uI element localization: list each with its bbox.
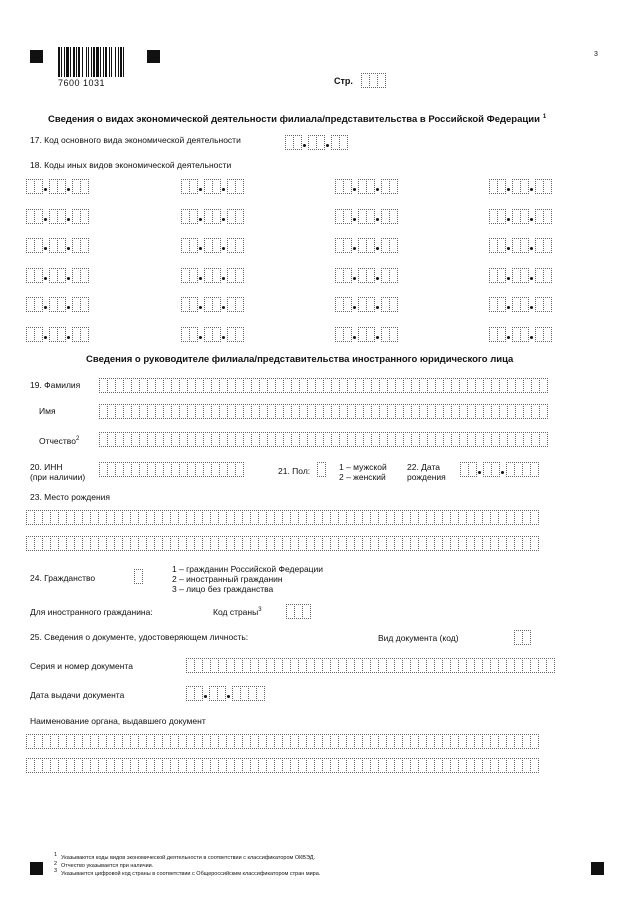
separator-dot bbox=[505, 238, 512, 253]
okved-code-cells[interactable] bbox=[489, 268, 551, 283]
citizenship-option-3: 3 – лицо без гражданства bbox=[172, 584, 274, 594]
doc-date-cells[interactable] bbox=[186, 686, 264, 701]
okved-code-cells[interactable] bbox=[181, 179, 243, 194]
separator-dot bbox=[65, 179, 72, 194]
birth-place-cells-row1[interactable] bbox=[26, 510, 538, 525]
section-head-title: Сведения о руководителе филиала/представительства иностранного юридического лица bbox=[86, 354, 514, 365]
separator-dot bbox=[374, 268, 381, 283]
okved-code-cells[interactable] bbox=[181, 297, 243, 312]
separator-dot bbox=[505, 179, 512, 194]
footnote-1: Указываются коды видов экономической деятельности в соответствии с классификатором ОКВЭД. bbox=[61, 855, 315, 861]
input-cell[interactable] bbox=[80, 327, 89, 342]
okved-code-cells[interactable] bbox=[181, 327, 243, 342]
separator-dot bbox=[42, 297, 49, 312]
footnote-2-number: 2 bbox=[54, 861, 58, 867]
foreign-citizen-label: Для иностранного гражданина: bbox=[30, 607, 153, 617]
okved-code-cells[interactable] bbox=[26, 297, 88, 312]
citizenship-option-1: 1 – гражданин Российской Федерации bbox=[172, 564, 324, 574]
page-label: Стр. bbox=[334, 76, 353, 86]
field-18-label: 18. Коды иных видов экономической деятельности bbox=[30, 160, 232, 170]
input-cell[interactable] bbox=[539, 404, 548, 419]
input-cell[interactable] bbox=[539, 378, 548, 393]
separator-dot bbox=[505, 268, 512, 283]
inn-label: 20. ИНН bbox=[30, 462, 63, 472]
separator-dot bbox=[65, 238, 72, 253]
separator-dot bbox=[528, 297, 535, 312]
separator-dot bbox=[42, 238, 49, 253]
input-cell[interactable] bbox=[543, 268, 552, 283]
corner-marker-top-left bbox=[30, 50, 43, 63]
separator-dot bbox=[65, 297, 72, 312]
input-cell[interactable] bbox=[389, 238, 398, 253]
separator-dot bbox=[528, 209, 535, 224]
separator-dot bbox=[197, 179, 204, 194]
okved-code-cells[interactable] bbox=[181, 238, 243, 253]
okved-code-cells[interactable] bbox=[26, 268, 88, 283]
surname-cells[interactable] bbox=[99, 378, 547, 393]
field-17-label: 17. Код основного вида экономической деятельности bbox=[30, 135, 241, 145]
okved-code-cells[interactable] bbox=[489, 297, 551, 312]
footnote-3: Указывается цифровой код страны в соответствии с Общероссийским классификатором стран мира. bbox=[61, 871, 321, 877]
input-cell[interactable] bbox=[530, 510, 539, 525]
citizenship-label: 24. Гражданство bbox=[30, 573, 96, 583]
separator-dot bbox=[65, 268, 72, 283]
input-cell[interactable] bbox=[546, 658, 555, 673]
okved-code-cells[interactable] bbox=[335, 179, 397, 194]
separator-dot bbox=[351, 297, 358, 312]
input-cell[interactable] bbox=[235, 462, 244, 477]
input-cell[interactable] bbox=[543, 179, 552, 194]
separator-dot bbox=[225, 686, 232, 701]
input-cell[interactable] bbox=[235, 209, 244, 224]
separator-dot bbox=[374, 297, 381, 312]
separator-dot bbox=[505, 209, 512, 224]
input-cell[interactable] bbox=[80, 268, 89, 283]
input-cell[interactable] bbox=[543, 238, 552, 253]
separator-dot bbox=[528, 327, 535, 342]
okved-code-cells[interactable] bbox=[335, 209, 397, 224]
okved-code-cells[interactable] bbox=[335, 297, 397, 312]
surname-label: 19. Фамилия bbox=[30, 380, 81, 390]
separator-dot bbox=[374, 179, 381, 194]
separator-dot bbox=[505, 327, 512, 342]
input-cell[interactable] bbox=[235, 327, 244, 342]
okved-code-cells[interactable] bbox=[335, 268, 397, 283]
inn-cells[interactable] bbox=[99, 462, 243, 477]
country-code-label: Код страны$^3$ bbox=[213, 606, 262, 617]
patronymic-cells[interactable] bbox=[99, 432, 547, 447]
inn-label-note: (при наличии) bbox=[30, 472, 86, 482]
okved-code-cells[interactable] bbox=[489, 179, 551, 194]
separator-dot bbox=[351, 238, 358, 253]
identity-doc-label: 25. Сведения о документе, удостоверяющем личность: bbox=[30, 632, 249, 642]
citizenship-cell[interactable] bbox=[134, 569, 142, 584]
footnote-3-number: 3 bbox=[54, 868, 58, 874]
okved-code-cells[interactable] bbox=[26, 179, 88, 194]
citizenship-option-2: 2 – иностранный гражданин bbox=[172, 574, 283, 584]
footnote-1-number: 1 bbox=[54, 852, 58, 858]
birth-date-label-2: рождения bbox=[407, 472, 446, 482]
input-cell[interactable] bbox=[530, 734, 539, 749]
gender-label: 21. Пол: bbox=[278, 466, 311, 476]
page-number-corner: 3 bbox=[594, 51, 598, 58]
separator-dot bbox=[374, 327, 381, 342]
footnote-2: Отчество указывается при наличии. bbox=[61, 863, 154, 869]
input-cell[interactable] bbox=[256, 686, 265, 701]
input-cell[interactable] bbox=[389, 297, 398, 312]
okved-code-cells[interactable] bbox=[26, 238, 88, 253]
doc-authority-cells-row2[interactable] bbox=[26, 758, 538, 773]
separator-dot bbox=[374, 209, 381, 224]
input-cell[interactable] bbox=[80, 297, 89, 312]
separator-dot bbox=[220, 238, 227, 253]
barcode bbox=[58, 47, 150, 77]
input-cell[interactable] bbox=[389, 268, 398, 283]
okved-code-cells[interactable] bbox=[489, 327, 551, 342]
separator-dot bbox=[528, 179, 535, 194]
separator-dot bbox=[42, 327, 49, 342]
input-cell[interactable] bbox=[80, 238, 89, 253]
input-cell[interactable] bbox=[389, 327, 398, 342]
okved-code-cells[interactable] bbox=[181, 268, 243, 283]
input-cell[interactable] bbox=[543, 297, 552, 312]
input-cell[interactable] bbox=[530, 536, 539, 551]
separator-dot bbox=[351, 179, 358, 194]
separator-dot bbox=[220, 268, 227, 283]
birth-place-label: 23. Место рождения bbox=[30, 492, 110, 502]
okved-code-cells[interactable] bbox=[335, 238, 397, 253]
doc-type-label: Вид документа (код) bbox=[378, 633, 459, 643]
input-cell[interactable] bbox=[539, 432, 548, 447]
separator-dot bbox=[65, 209, 72, 224]
separator-dot bbox=[42, 268, 49, 283]
country-code-cells[interactable] bbox=[286, 604, 310, 619]
separator-dot bbox=[324, 135, 331, 150]
corner-marker-bottom-left bbox=[30, 862, 43, 875]
separator-dot bbox=[351, 327, 358, 342]
separator-dot bbox=[197, 327, 204, 342]
separator-dot bbox=[374, 238, 381, 253]
input-cell[interactable] bbox=[235, 179, 244, 194]
okved-code-cells[interactable] bbox=[26, 327, 88, 342]
doc-series-cells[interactable] bbox=[186, 658, 554, 673]
gender-option-male: 1 – мужской bbox=[339, 462, 387, 472]
gender-option-female: 2 – женский bbox=[339, 472, 386, 482]
doc-authority-cells-row1[interactable] bbox=[26, 734, 538, 749]
input-cell[interactable] bbox=[235, 297, 244, 312]
main-okved-code-cells[interactable] bbox=[285, 135, 347, 150]
separator-dot bbox=[220, 297, 227, 312]
section-okved-title: Сведения о видах экономической деятельности филиала/представительства в Российской Федерации $^1$ bbox=[48, 114, 547, 126]
doc-authority-label: Наименование органа, выдавшего документ bbox=[30, 716, 206, 726]
input-cell[interactable] bbox=[302, 604, 311, 619]
gender-cell[interactable] bbox=[317, 462, 325, 477]
input-cell[interactable] bbox=[235, 268, 244, 283]
separator-dot bbox=[202, 686, 209, 701]
separator-dot bbox=[499, 462, 506, 477]
separator-dot bbox=[197, 268, 204, 283]
separator-dot bbox=[42, 179, 49, 194]
input-cell[interactable] bbox=[522, 630, 531, 645]
input-cell[interactable] bbox=[80, 209, 89, 224]
input-cell[interactable] bbox=[530, 758, 539, 773]
barcode-gap bbox=[124, 47, 126, 77]
separator-dot bbox=[351, 268, 358, 283]
birth-place-cells-row2[interactable] bbox=[26, 536, 538, 551]
input-cell[interactable] bbox=[317, 462, 326, 477]
okved-code-cells[interactable] bbox=[489, 209, 551, 224]
separator-dot bbox=[301, 135, 308, 150]
input-cell[interactable] bbox=[389, 179, 398, 194]
separator-dot bbox=[220, 209, 227, 224]
separator-dot bbox=[197, 297, 204, 312]
separator-dot bbox=[65, 327, 72, 342]
input-cell[interactable] bbox=[543, 327, 552, 342]
okved-code-cells[interactable] bbox=[489, 238, 551, 253]
separator-dot bbox=[197, 209, 204, 224]
separator-dot bbox=[476, 462, 483, 477]
name-label: Имя bbox=[39, 406, 56, 416]
separator-dot bbox=[528, 268, 535, 283]
separator-dot bbox=[220, 327, 227, 342]
name-cells[interactable] bbox=[99, 404, 547, 419]
okved-code-cells[interactable] bbox=[26, 209, 88, 224]
birth-date-cells[interactable] bbox=[460, 462, 538, 477]
separator-dot bbox=[42, 209, 49, 224]
input-cell[interactable] bbox=[80, 179, 89, 194]
doc-date-label: Дата выдачи документа bbox=[30, 690, 125, 700]
page-number-cells[interactable] bbox=[361, 73, 385, 88]
input-cell[interactable] bbox=[134, 569, 143, 584]
separator-dot bbox=[351, 209, 358, 224]
barcode-number: 7600 1031 bbox=[58, 78, 106, 88]
input-cell[interactable] bbox=[377, 73, 386, 88]
input-cell[interactable] bbox=[339, 135, 348, 150]
separator-dot bbox=[505, 297, 512, 312]
input-cell[interactable] bbox=[543, 209, 552, 224]
doc-series-label: Серия и номер документа bbox=[30, 661, 133, 671]
input-cell[interactable] bbox=[235, 238, 244, 253]
okved-code-cells[interactable] bbox=[335, 327, 397, 342]
okved-code-cells[interactable] bbox=[181, 209, 243, 224]
separator-dot bbox=[197, 238, 204, 253]
input-cell[interactable] bbox=[389, 209, 398, 224]
birth-date-label: 22. Дата bbox=[407, 462, 440, 472]
patronymic-label: Отчество$^2$ bbox=[39, 435, 80, 446]
separator-dot bbox=[528, 238, 535, 253]
separator-dot bbox=[220, 179, 227, 194]
corner-marker-bottom-right bbox=[591, 862, 604, 875]
input-cell[interactable] bbox=[530, 462, 539, 477]
doc-type-cells[interactable] bbox=[514, 630, 530, 645]
